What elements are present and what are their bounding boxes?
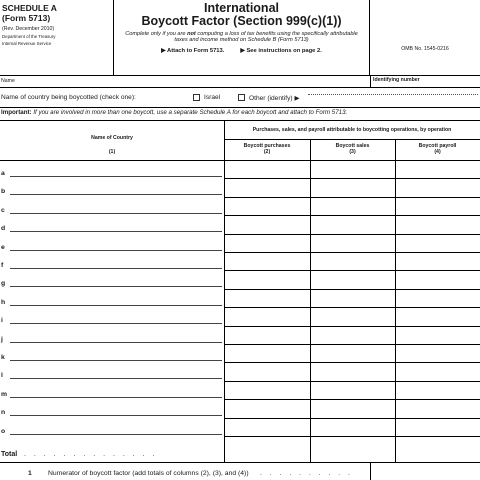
country-entry-line[interactable] bbox=[10, 378, 222, 379]
row-divider bbox=[224, 362, 480, 363]
divider bbox=[224, 139, 480, 140]
title-block bbox=[114, 0, 370, 76]
row-letter: o bbox=[1, 427, 6, 435]
row-divider bbox=[224, 399, 480, 400]
boycott-operations-header: Purchases, sales, and payroll attributable to boycotting operations, by operation bbox=[252, 127, 452, 133]
row-letter: l bbox=[1, 372, 3, 380]
attachment-notes bbox=[114, 48, 369, 54]
country-entry-line[interactable] bbox=[10, 250, 222, 251]
country-entry-line[interactable] bbox=[10, 360, 222, 361]
col-boycott-purchases-header: Boycott purchases (2) bbox=[243, 143, 291, 155]
other-country-entry-line[interactable] bbox=[308, 94, 478, 95]
row-letter: k bbox=[1, 354, 5, 361]
country-question: Name of country being boycotted (check one): bbox=[1, 94, 136, 101]
country-entry-line[interactable] bbox=[10, 342, 222, 343]
country-entry-line[interactable] bbox=[10, 213, 222, 214]
row-divider bbox=[224, 197, 480, 198]
row-letter: m bbox=[1, 390, 8, 398]
row-letter: b bbox=[1, 188, 6, 196]
row-divider bbox=[224, 418, 480, 419]
form-header bbox=[0, 0, 480, 76]
attach-note: ▶ Attach to Form 5713. bbox=[161, 47, 225, 54]
row-divider bbox=[224, 326, 480, 327]
country-entry-line[interactable] bbox=[10, 397, 222, 398]
row-divider bbox=[224, 381, 480, 382]
identifying-number-label: Identifying number bbox=[370, 76, 420, 87]
col-boycott-payroll-header: Boycott payroll (4) bbox=[418, 143, 457, 155]
row-divider bbox=[224, 344, 480, 345]
row-divider bbox=[224, 234, 480, 235]
department-name: Department of the Treasury bbox=[2, 34, 56, 39]
col-country-header: Name of Country (1) bbox=[91, 135, 133, 155]
divider bbox=[0, 120, 480, 121]
row-letter: c bbox=[1, 206, 5, 214]
row-letter: j bbox=[1, 335, 3, 343]
title-line-2: Boycott Factor (Section 999(c)(1)) bbox=[141, 14, 342, 28]
row-letter: d bbox=[1, 225, 6, 233]
row-letter: a bbox=[1, 170, 5, 177]
omb-number: OMB No. 1545-0216 bbox=[401, 46, 449, 52]
israel-checkbox[interactable] bbox=[193, 94, 200, 101]
total-label: Total bbox=[1, 451, 18, 458]
column-divider bbox=[224, 120, 225, 462]
boycotted-country-row bbox=[0, 92, 480, 105]
country-entry-line[interactable] bbox=[10, 415, 222, 416]
schedule-title: SCHEDULE A bbox=[2, 3, 57, 13]
title-line-1: International bbox=[203, 1, 279, 15]
country-entry-line[interactable] bbox=[10, 286, 222, 287]
table-bottom-rule bbox=[0, 462, 480, 463]
row-letter: h bbox=[1, 298, 6, 306]
country-entry-line[interactable] bbox=[10, 176, 222, 177]
row-letter: e bbox=[1, 243, 5, 251]
row-divider bbox=[224, 215, 480, 216]
column-divider bbox=[310, 139, 311, 462]
service-name: Internal Revenue Service bbox=[2, 41, 52, 47]
important-note: Important: If you are involved in more than one boycott, use a separate Schedule A for each boycott and attach to Form 5713. bbox=[1, 109, 348, 116]
country-entry-line[interactable] bbox=[10, 268, 222, 269]
country-entry-line[interactable] bbox=[10, 305, 222, 306]
form-reference: (Form 5713) bbox=[2, 13, 51, 23]
divider bbox=[0, 107, 480, 108]
subtitle: Complete only if you are not computing a loss of tax benefits using the specifically attributable taxes and income method on Schedule B (Form 5713) bbox=[125, 31, 358, 44]
row-letter: f bbox=[1, 262, 4, 269]
row-divider bbox=[224, 436, 480, 437]
other-option-label: Other (identify) ▶ bbox=[249, 95, 300, 102]
row-divider bbox=[224, 307, 480, 308]
line-1-leader-dots: . . . . . . . . . . bbox=[260, 470, 353, 477]
name-row bbox=[0, 76, 480, 88]
name-field-label: Name bbox=[1, 78, 15, 84]
row-letter: g bbox=[1, 280, 6, 288]
line-1-text: Numerator of boycott factor (add totals of columns (2), (3), and (4)) bbox=[48, 470, 249, 477]
row-divider bbox=[224, 289, 480, 290]
line-1-box-left bbox=[370, 462, 371, 480]
row-letter: n bbox=[1, 409, 6, 417]
total-leader-dots: . . . . . . . . . . . . . . bbox=[24, 451, 158, 458]
row-divider bbox=[224, 270, 480, 271]
table-header-divider bbox=[0, 160, 480, 161]
form-id-block bbox=[0, 0, 114, 76]
country-entry-line[interactable] bbox=[10, 434, 222, 435]
revision-date: (Rev. December 2010) bbox=[2, 26, 55, 32]
row-divider bbox=[224, 252, 480, 253]
country-entry-line[interactable] bbox=[10, 194, 222, 195]
row-divider bbox=[224, 178, 480, 179]
column-divider bbox=[395, 139, 396, 462]
row-letter: i bbox=[1, 317, 3, 325]
line-1-number: 1 bbox=[28, 470, 32, 477]
country-entry-line[interactable] bbox=[10, 323, 222, 324]
israel-option-label: Israel bbox=[204, 94, 221, 101]
instructions-note: ▶ See instructions on page 2. bbox=[240, 47, 322, 54]
other-checkbox[interactable] bbox=[238, 94, 245, 101]
country-entry-line[interactable] bbox=[10, 231, 222, 232]
col-boycott-sales-header: Boycott sales (3) bbox=[335, 143, 370, 155]
